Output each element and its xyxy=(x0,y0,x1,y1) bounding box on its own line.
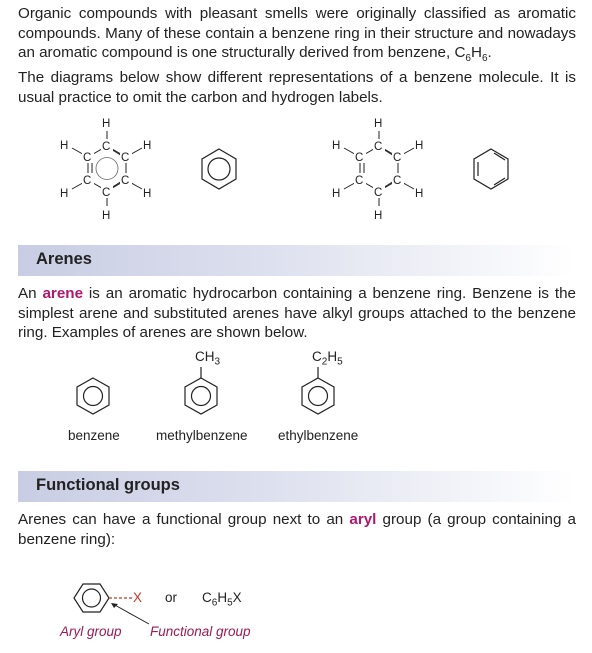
functional-paragraph xyxy=(18,510,576,549)
c2h5-sub: 5 xyxy=(337,356,343,368)
atom-c: C xyxy=(102,187,111,199)
x-label: X xyxy=(133,590,143,605)
functional-p-before: Arenes can have a functional group next to an xyxy=(18,511,350,528)
atom-c: C xyxy=(374,187,383,199)
atom-c: C xyxy=(83,152,92,164)
aryl-ring xyxy=(74,584,109,612)
or-label: or xyxy=(165,590,178,605)
ethylbenzene-label: ethylbenzene xyxy=(278,428,359,443)
formula-sub: 6 xyxy=(211,597,218,609)
atom-c: C xyxy=(355,175,364,187)
intro-p1-end: . xyxy=(487,44,492,61)
atom-h: H xyxy=(415,188,424,200)
c2h5-h: H xyxy=(327,349,338,364)
arenes-p-prefix: An xyxy=(18,285,43,302)
functional-groups-heading: Functional groups xyxy=(36,476,180,494)
atom-h: H xyxy=(102,210,111,222)
formula-sub: 6 xyxy=(481,53,488,65)
atom-c: C xyxy=(355,152,364,164)
atom-c: C xyxy=(121,152,130,164)
functional-group-caption: Functional group xyxy=(150,624,251,639)
ch3-label xyxy=(195,349,220,368)
formula-sub: 6 xyxy=(465,53,471,65)
formula-h: H xyxy=(217,590,228,605)
benzene-ring xyxy=(77,378,109,414)
benzene-label: benzene xyxy=(68,428,120,443)
aryl-term: aryl xyxy=(349,511,377,528)
atom-h: H xyxy=(332,140,341,152)
atom-h: H xyxy=(374,118,383,130)
atom-h: H xyxy=(374,210,383,222)
ch3-sub: 3 xyxy=(214,356,221,368)
methylbenzene-label: methylbenzene xyxy=(156,428,248,443)
atom-h: H xyxy=(102,118,111,130)
formula-h: H xyxy=(470,44,482,61)
arenes-heading-banner xyxy=(18,245,576,276)
c2h5-c: C xyxy=(312,349,322,364)
aryl-group-caption: Aryl group xyxy=(60,624,122,639)
atom-c: C xyxy=(393,152,402,164)
atom-c: C xyxy=(83,175,92,187)
atom-c: C xyxy=(121,175,130,187)
arenes-p-rest: is an aromatic hydrocarbon containing a benzene ring. Benzene is the simplest arene and substituted arenes have alkyl groups attached to the benzene ring. Examples of arenes are shown below. xyxy=(18,285,577,341)
atom-h: H xyxy=(60,188,69,200)
c2h5-sub: 2 xyxy=(321,356,328,368)
skeletal-ring-kekule xyxy=(474,149,508,189)
c2h5-label xyxy=(312,349,343,368)
atom-h: H xyxy=(60,140,69,152)
methylbenzene-ring xyxy=(185,378,217,414)
skeletal-ring-circle xyxy=(202,149,236,189)
intro-p1-text: Organic compounds with pleasant smells were originally classified as aromatic compounds. Many of these contain a benzene ring in their structure and nowadays an aromatic compound is one structurally derived from benzene, C xyxy=(18,5,576,61)
formula-c: C xyxy=(202,590,212,605)
functional-p-after: group (a group containing a benzene ring): xyxy=(18,511,576,548)
atom-h: H xyxy=(415,140,424,152)
c6h5x-formula xyxy=(202,590,242,609)
atom-c: C xyxy=(374,141,383,153)
ch3-main: CH xyxy=(195,349,215,364)
atom-c: C xyxy=(393,175,402,187)
atom-h: H xyxy=(143,188,152,200)
intro-paragraph-2: The diagrams below show different representations of a benzene molecule. It is usual practice to omit the carbon and hydrogen labels. xyxy=(18,69,576,106)
formula-sub: 5 xyxy=(227,597,233,609)
arenes-heading: Arenes xyxy=(36,250,92,268)
arenes-paragraph xyxy=(18,284,576,343)
atom-h: H xyxy=(143,140,152,152)
formula-x: X xyxy=(232,590,242,605)
functional-groups-heading-banner xyxy=(18,471,576,502)
atom-h: H xyxy=(332,188,341,200)
atom-c: C xyxy=(102,141,111,153)
arene-term: arene xyxy=(42,285,84,302)
ethylbenzene-ring xyxy=(302,378,334,414)
